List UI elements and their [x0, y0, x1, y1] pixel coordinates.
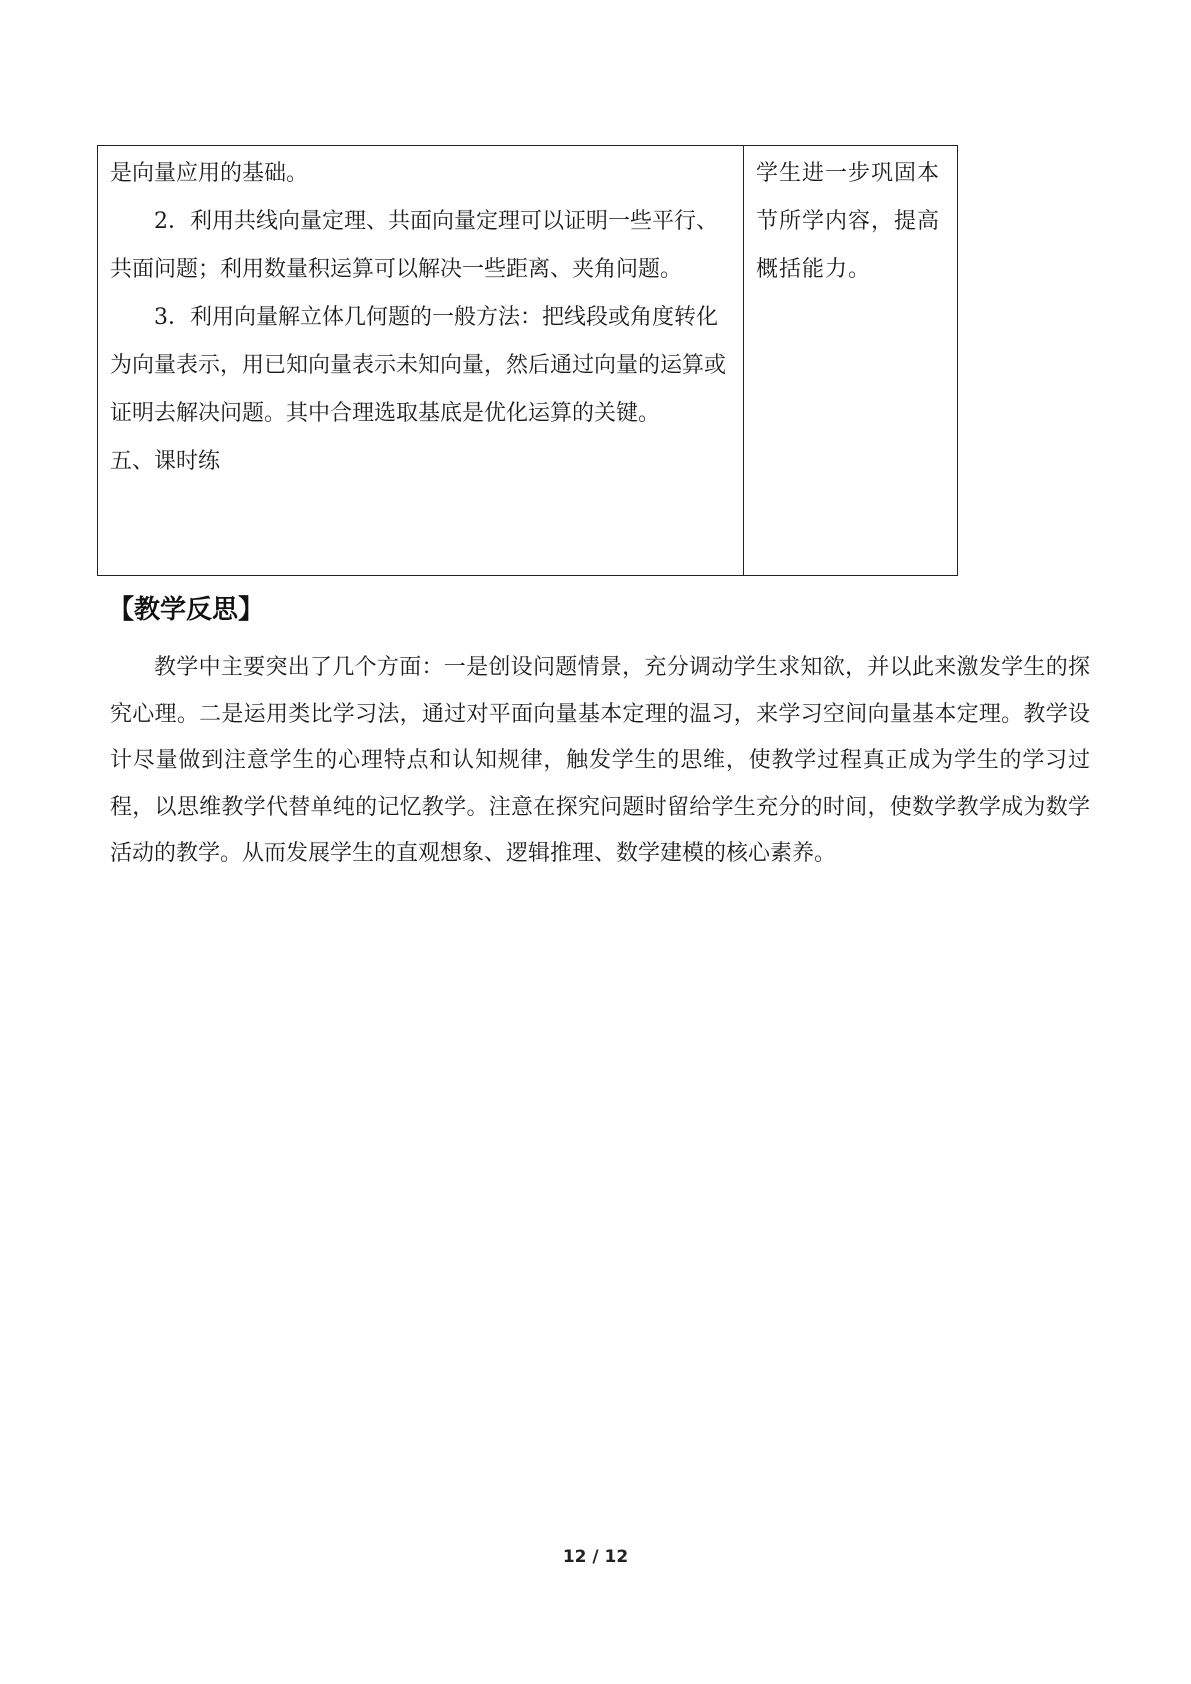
reflection-heading: 【教学反思】: [108, 595, 265, 625]
content-line-continuation: 是向量应用的基础。: [110, 161, 309, 186]
page-number: 12 / 12: [562, 1547, 629, 1567]
purpose-text: 学生进一步巩固本节所学内容，提高概括能力。: [756, 161, 941, 282]
section-label-exercise: 五、课时练: [110, 449, 221, 474]
reflection-paragraph: 教学中主要突出了几个方面：一是创设问题情景，充分调动学生求知欲，并以此来激发学生的探究心理。二是运用类比学习法，通过对平面向量基本定理的温习，来学习空间向量基本定理。教学设计尽量做到注意学生的心理特点和认知规律，触发学生的思维，使教学过程真正成为学生的学习过程，以思维教学代替单纯的记忆教学。注意在探究问题时留给学生充分的时间，使数学教学成为数学活动的教学。从而发展学生的直观想象、逻辑推理、数学建模的核心素养。: [110, 655, 1090, 866]
table-cell-purpose: [744, 146, 958, 576]
content-paragraph-3: 3．利用向量解立体几何题的一般方法：把线段或角度转化为向量表示，用已知向量表示未知向量，然后通过向量的运算或证明去解决问题。其中合理选取基底是优化运算的关键。: [110, 305, 727, 426]
content-paragraph-2: 2．利用共线向量定理、共面向量定理可以证明一些平行、共面问题；利用数量积运算可以解决一些距离、夹角问题。: [110, 209, 718, 282]
table-cell-content: [98, 146, 744, 576]
lesson-table: [97, 145, 958, 576]
table-row: [98, 146, 958, 576]
